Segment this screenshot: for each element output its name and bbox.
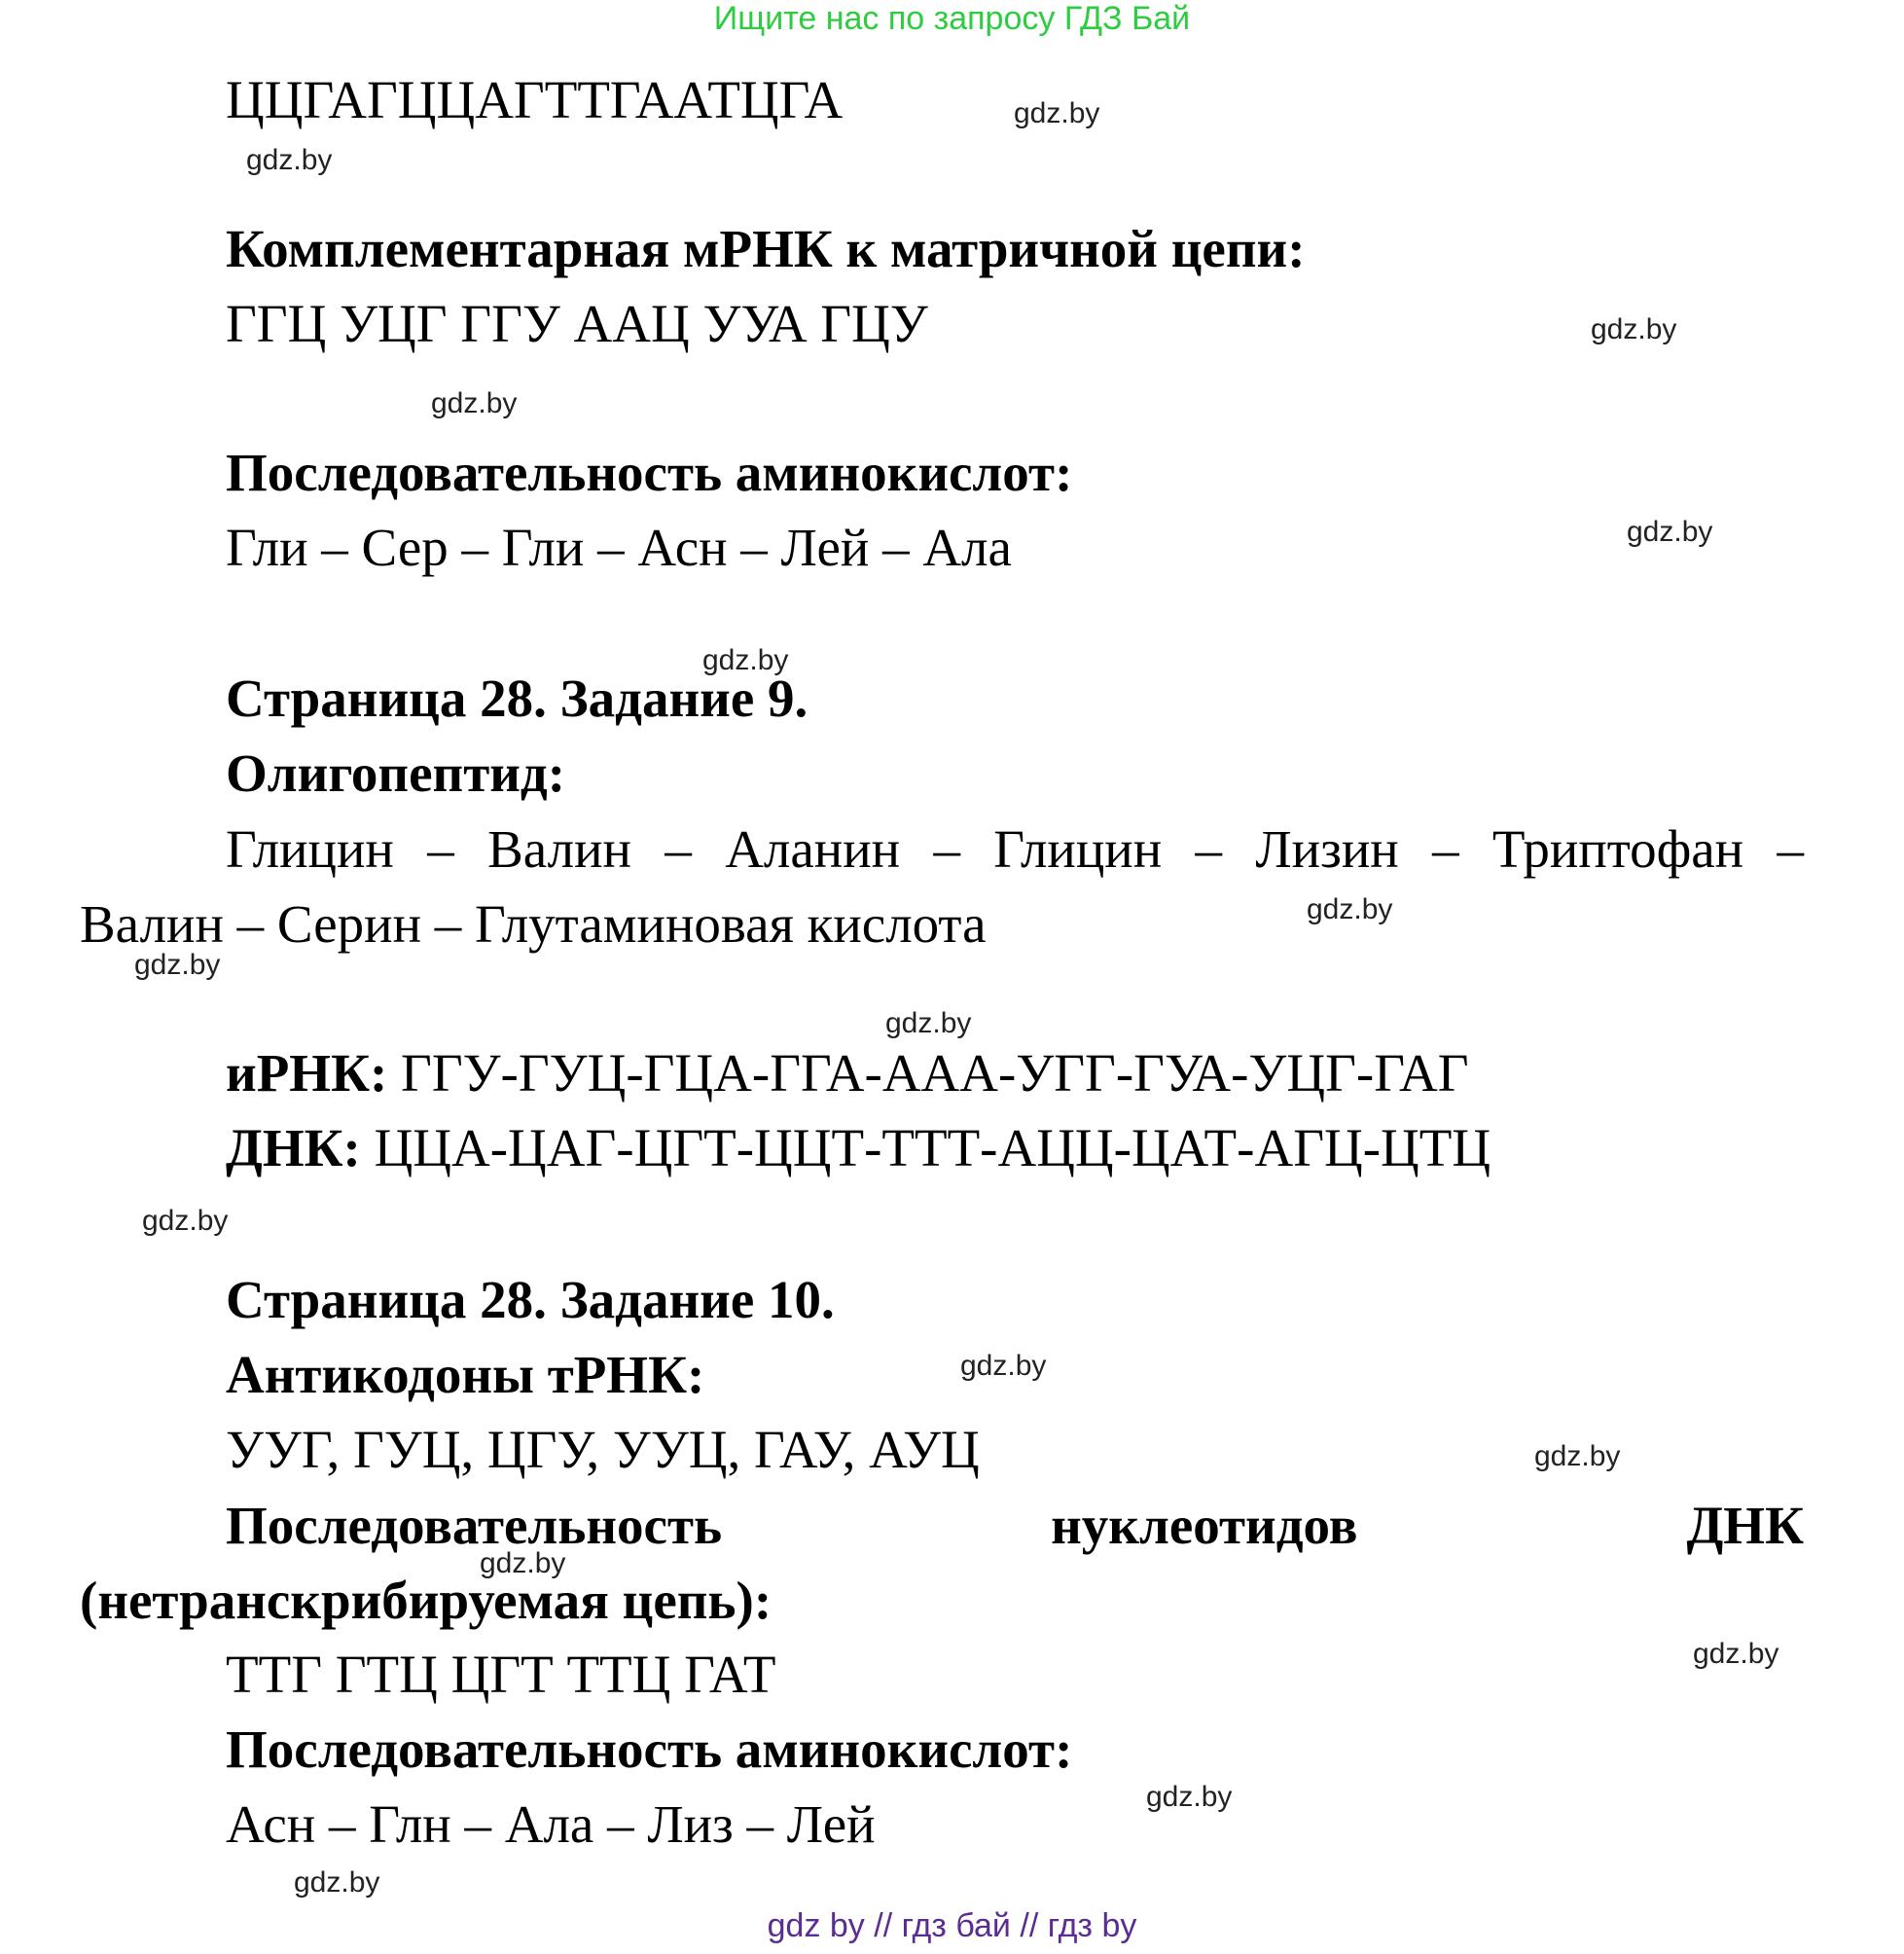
oligo-dash: –	[1195, 819, 1222, 879]
watermark: gdz.by	[960, 1350, 1047, 1382]
aa-heading-2: Последовательность аминокислот:	[226, 1719, 1073, 1779]
mrna-heading: Комплементарная мРНК к матричной цепи:	[226, 219, 1306, 278]
nucleotide-heading-line-2: (нетранскрибируемая цепь):	[80, 1571, 772, 1630]
heading-word: нуклеотидов	[1051, 1496, 1358, 1555]
oligo-word: Лизин	[1255, 819, 1399, 879]
oligo-dash: –	[1432, 819, 1459, 879]
irna-label: иРНК:	[226, 1043, 388, 1103]
watermark: gdz.by	[1014, 97, 1100, 129]
oligo-word: Аланин	[725, 819, 901, 879]
watermark: gdz.by	[1534, 1440, 1621, 1472]
oligo-word: Глицин	[226, 819, 394, 879]
watermark: gdz.by	[1146, 1781, 1233, 1813]
watermark: gdz.by	[294, 1866, 380, 1899]
aa-heading-1: Последовательность аминокислот:	[226, 443, 1073, 502]
oligopeptide-line-2: Валин – Серин – Глутаминовая кислота	[80, 894, 987, 954]
oligopeptide-line-1	[226, 819, 1804, 879]
watermark: gdz.by	[885, 1007, 972, 1039]
watermark: gdz.by	[702, 644, 789, 676]
dna-sequence: ЦЦА-ЦАГ-ЦГТ-ЦЦТ-ТТТ-АЦЦ-ЦАТ-АГЦ-ЦТЦ	[360, 1118, 1491, 1177]
anticodon-sequence: УУГ, ГУЦ, ЦГУ, УУЦ, ГАУ, АУЦ	[226, 1420, 980, 1479]
irna-line	[226, 1043, 1469, 1103]
anticodon-heading: Антикодоны тРНК:	[226, 1345, 705, 1404]
footer-links[interactable]: gdz by // гдз бай // гдз by	[767, 1907, 1137, 1944]
watermark: gdz.by	[246, 144, 333, 176]
dna-label: ДНК:	[226, 1118, 361, 1177]
task10-title: Страница 28. Задание 10.	[226, 1270, 835, 1329]
aa-sequence-2: Асн – Глн – Ала – Лиз – Лей	[226, 1794, 876, 1854]
watermark: gdz.by	[1591, 313, 1677, 345]
nucleotide-sequence: ТТГ ГТЦ ЦГТ ТТЦ ГАТ	[226, 1645, 776, 1704]
oligo-dash: –	[427, 819, 454, 879]
heading-word: Последовательность	[226, 1496, 723, 1555]
oligo-dash: –	[665, 819, 692, 879]
oligo-dash: –	[1777, 819, 1804, 879]
oligo-dash: –	[933, 819, 960, 879]
oligo-word: Валин	[487, 819, 631, 879]
watermark: gdz.by	[480, 1547, 566, 1579]
watermark: gdz.by	[1693, 1638, 1779, 1670]
task9-title: Страница 28. Задание 9.	[226, 669, 808, 728]
search-banner[interactable]: Ищите нас по запросу ГДЗ Бай	[713, 0, 1191, 37]
watermark: gdz.by	[1307, 893, 1393, 925]
aa-sequence-1: Гли – Сер – Гли – Асн – Лей – Ала	[226, 518, 1012, 577]
watermark: gdz.by	[134, 949, 221, 981]
watermark: gdz.by	[1627, 516, 1713, 548]
oligo-word: Глицин	[993, 819, 1163, 879]
nucleotide-heading-line-1	[226, 1496, 1804, 1555]
oligopeptide-heading: Олигопептид:	[226, 743, 566, 803]
mrna-sequence: ГГЦ УЦГ ГГУ ААЦ УУА ГЦУ	[226, 294, 928, 353]
heading-word: ДНК	[1686, 1496, 1804, 1555]
watermark: gdz.by	[142, 1205, 229, 1237]
oligo-word: Триптофан	[1491, 819, 1744, 879]
irna-sequence: ГГУ-ГУЦ-ГЦА-ГГА-ААА-УГГ-ГУА-УЦГ-ГАГ	[387, 1043, 1469, 1103]
watermark: gdz.by	[431, 387, 518, 419]
dna-line	[226, 1118, 1491, 1177]
dna-top-sequence: ЦЦГАГЦЦАГТТГААТЦГА	[226, 70, 844, 129]
